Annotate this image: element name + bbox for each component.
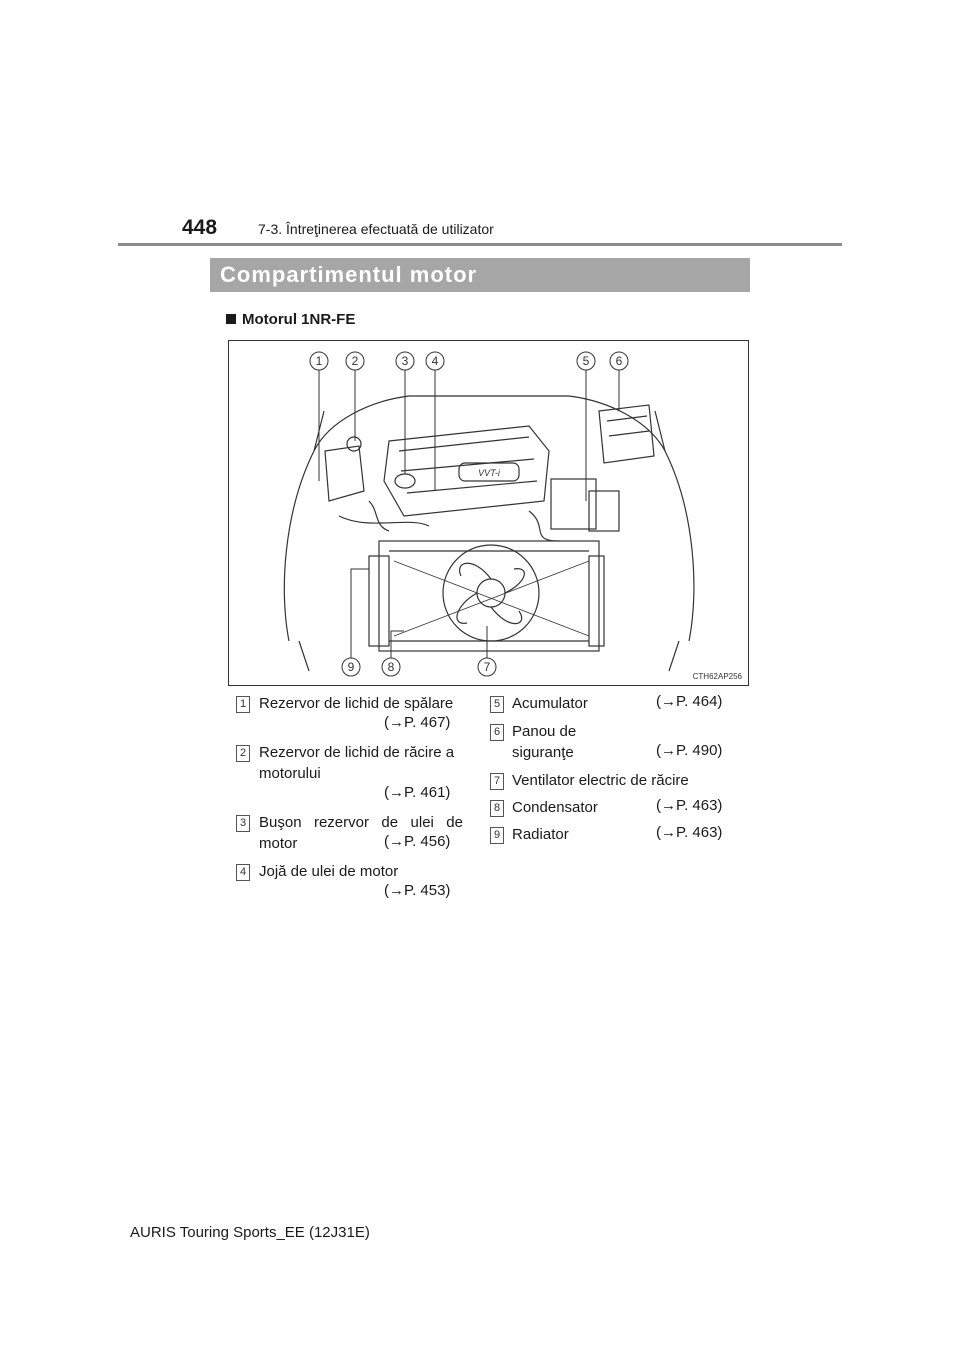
item-reference: (→P. 456) bbox=[384, 833, 451, 850]
callout-5: 5 bbox=[582, 354, 590, 368]
item-label: Radiator bbox=[512, 826, 569, 843]
section-title-bar bbox=[210, 258, 750, 292]
item-label: Panou de bbox=[512, 723, 577, 740]
item-label: siguranţe bbox=[512, 744, 574, 761]
item-label: Acumulator bbox=[512, 695, 588, 712]
callout-7: 7 bbox=[483, 660, 491, 674]
callout-4: 4 bbox=[431, 354, 439, 368]
item-reference: (→P. 464) bbox=[656, 693, 723, 710]
callout-6: 6 bbox=[615, 354, 623, 368]
callout-2: 2 bbox=[351, 354, 359, 368]
callout-3: 3 bbox=[401, 354, 409, 368]
item-label: motor bbox=[259, 835, 298, 852]
page-number: 448 bbox=[182, 216, 218, 239]
item-number-badge: 9 bbox=[490, 827, 504, 844]
item-number-badge: 7 bbox=[490, 773, 504, 790]
header-divider bbox=[118, 243, 842, 246]
item-reference: (→P. 461) bbox=[384, 784, 451, 801]
item-number-badge: 8 bbox=[490, 800, 504, 817]
item-number-badge: 3 bbox=[236, 815, 250, 832]
item-number-badge: 6 bbox=[490, 724, 504, 741]
engine-illustration bbox=[229, 341, 749, 686]
callout-9: 9 bbox=[347, 660, 355, 674]
subheading bbox=[226, 311, 355, 328]
square-bullet-icon bbox=[226, 314, 236, 324]
item-reference: (→P. 467) bbox=[384, 714, 451, 731]
callout-8: 8 bbox=[387, 660, 395, 674]
callout-1: 1 bbox=[315, 354, 323, 368]
figure-code: CTH62AP256 bbox=[692, 672, 742, 681]
section-path: 7-3. Întreţinerea efectuată de utilizator bbox=[258, 221, 494, 237]
item-number-badge: 2 bbox=[236, 745, 250, 762]
item-number-badge: 1 bbox=[236, 696, 250, 713]
item-reference: (→P. 463) bbox=[656, 824, 723, 841]
item-label: Ventilator electric de răcire bbox=[512, 772, 689, 789]
item-reference: (→P. 453) bbox=[384, 882, 451, 899]
item-reference: (→P. 463) bbox=[656, 797, 723, 814]
item-label: Jojă de ulei de motor bbox=[259, 863, 399, 880]
item-reference: (→P. 490) bbox=[656, 742, 723, 759]
item-label: Condensator bbox=[512, 799, 598, 816]
item-number-badge: 5 bbox=[490, 696, 504, 713]
item-label: Rezervor de lichid de spălare bbox=[259, 695, 454, 712]
item-label: Rezervor de lichid de răcire a bbox=[259, 744, 455, 761]
item-label: motorului bbox=[259, 765, 321, 782]
footer-model-code: AURIS Touring Sports_EE (12J31E) bbox=[130, 1224, 370, 1241]
section-title: Compartimentul motor bbox=[220, 262, 478, 287]
engine-cover-logo: VVT-i bbox=[478, 468, 500, 478]
item-number-badge: 4 bbox=[236, 864, 250, 881]
subheading-text: Motorul 1NR-FE bbox=[242, 311, 356, 328]
engine-compartment-figure bbox=[228, 340, 749, 686]
item-label: Buşon rezervor de ulei de bbox=[259, 814, 463, 831]
